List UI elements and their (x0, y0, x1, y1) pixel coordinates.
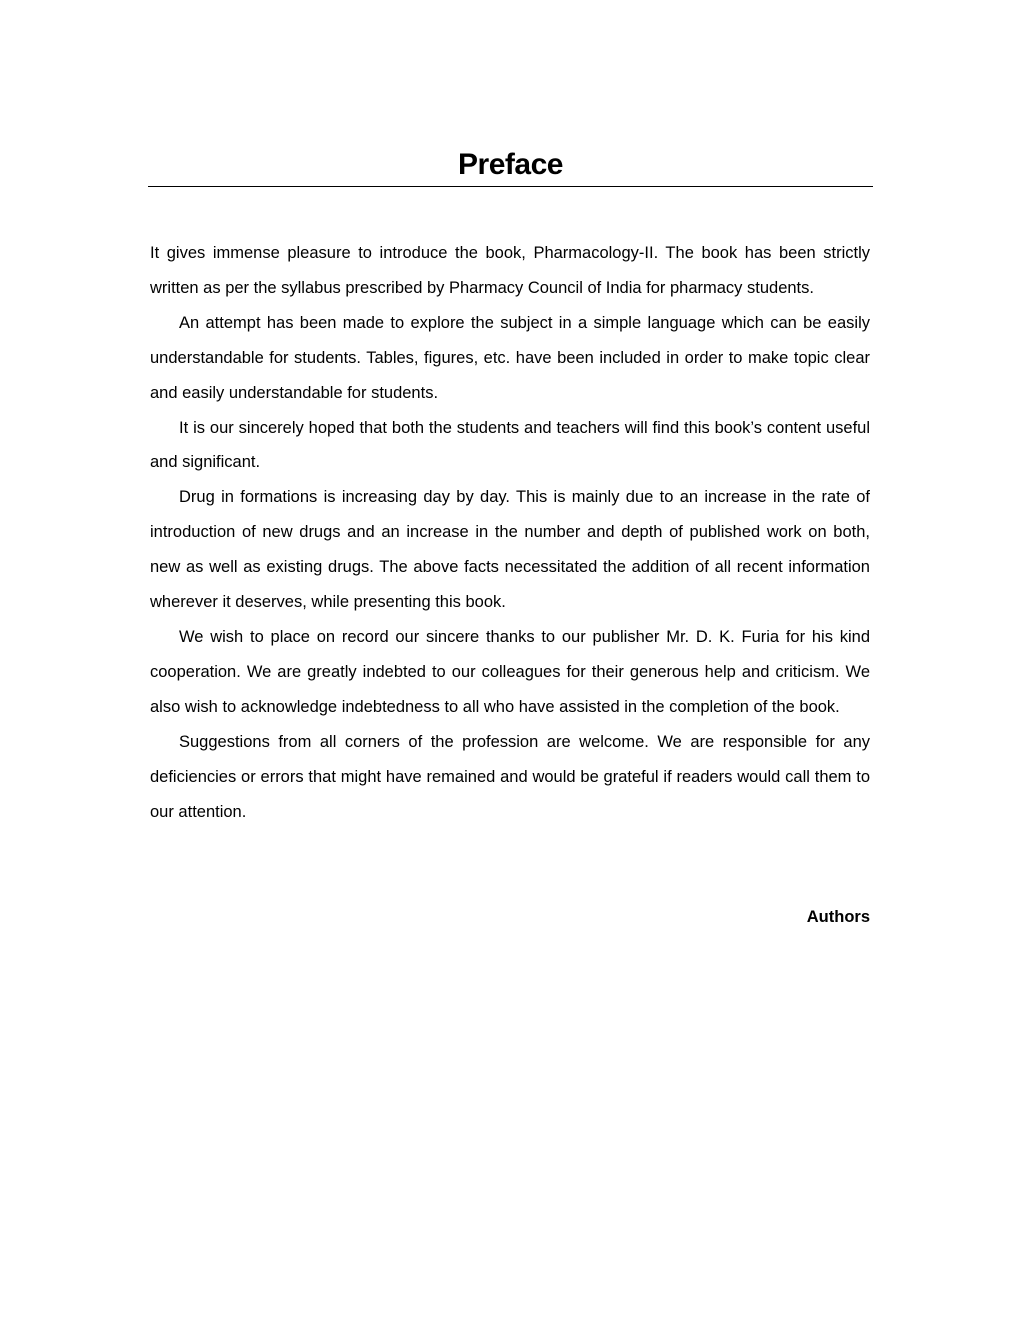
preface-body (150, 236, 870, 829)
signature: Authors (806, 908, 870, 926)
paragraph: Suggestions from all corners of the profession are welcome. We are responsible for any deficiencies or errors that might have remained and would be grateful if readers would call them to our attention. (150, 732, 870, 821)
page-title: Preface (458, 148, 563, 181)
paragraph: Drug in formations is increasing day by day. This is mainly due to an increase in the rate of introduction of new drugs and an increase in the number and depth of published work on both, new as well as existing drugs. The above facts necessitated the addition of all recent information wherever it deserves, while presenting this book. (150, 488, 870, 612)
paragraph: It gives immense pleasure to introduce the book, Pharmacology-II. The book has been strictly written as per the syllabus prescribed by Pharmacy Council of India for pharmacy students. (150, 244, 870, 297)
title-underline (148, 186, 873, 187)
paragraph: It is our sincerely hoped that both the students and teachers will find this book’s content useful and significant. (150, 418, 870, 472)
paragraph: An attempt has been made to explore the subject in a simple language which can be easily understandable for students. Tables, figures, etc. have been included in order to make topic clear and easily understandable for students. (150, 313, 870, 402)
paragraph: We wish to place on record our sincere thanks to our publisher Mr. D. K. Furia for his kind cooperation. We are greatly indebted to our colleagues for their generous help and criticism. We also wish to acknowledge indebtedness to all who have assisted in the completion of the book. (150, 627, 870, 716)
